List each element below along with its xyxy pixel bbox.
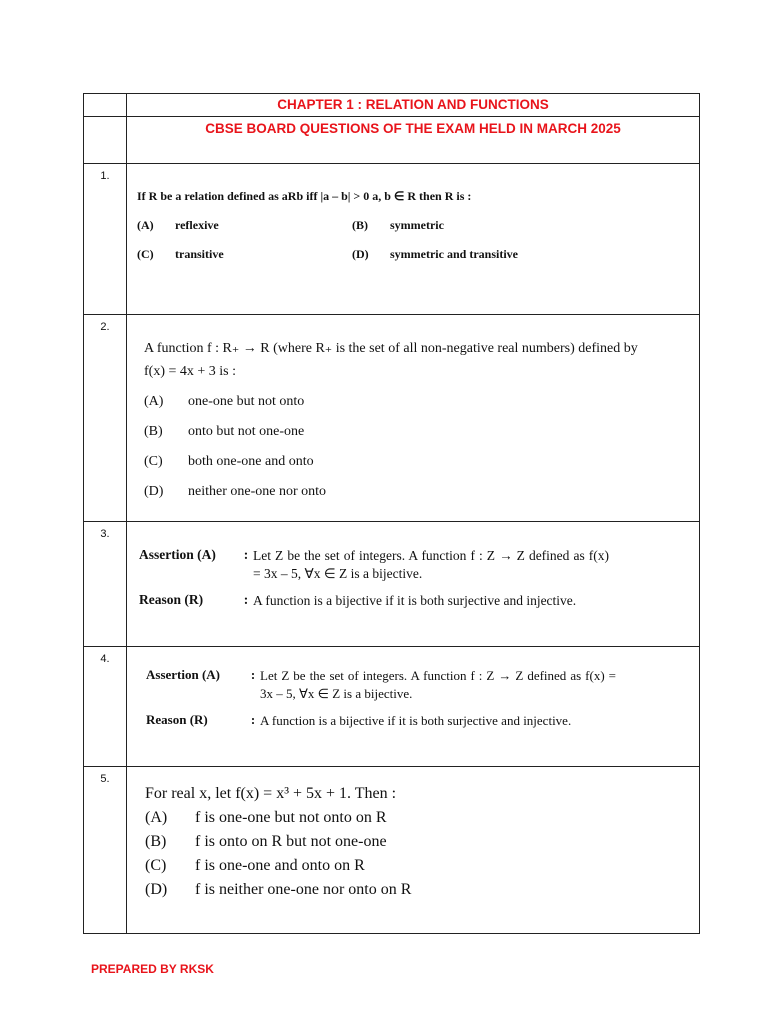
option xyxy=(144,420,644,443)
question-row xyxy=(84,647,700,767)
option-text: symmetric xyxy=(390,218,444,232)
question-body xyxy=(127,315,700,522)
assertion-label: Assertion (A) xyxy=(146,667,221,682)
question-body xyxy=(127,647,700,767)
option-label: (B) xyxy=(352,218,368,232)
colon: : xyxy=(243,592,249,607)
option-text: transitive xyxy=(175,247,224,261)
option-label: (A) xyxy=(145,809,168,826)
question-body xyxy=(127,522,700,647)
option-label: (C) xyxy=(144,454,163,469)
question-stem: For real x, let f(x) = x³ + 5x + 1. Then : xyxy=(145,785,397,802)
colon: : xyxy=(250,667,256,682)
reason-text: A function is a bijective if it is both surjective and injective. xyxy=(253,593,577,608)
option-label: (D) xyxy=(144,484,164,499)
option-label: (D) xyxy=(145,881,168,898)
reason-label: Reason (R) xyxy=(146,712,208,727)
question-body xyxy=(127,767,700,934)
assertion xyxy=(146,667,616,703)
blank-cell xyxy=(84,94,127,117)
question-number: 1. xyxy=(84,164,127,315)
option-text: f is one-one but not onto on R xyxy=(195,809,387,826)
footer-credit: PREPARED BY RKSK xyxy=(91,962,214,976)
exam-subtitle: CBSE BOARD QUESTIONS OF THE EXAM HELD IN MARCH 2025 xyxy=(127,117,700,164)
question-table xyxy=(83,93,700,934)
option xyxy=(144,450,644,473)
question-stem: If R be a relation defined as aRb iff |a – b| > 0 a, b ∈ R then R is : xyxy=(137,189,472,203)
question-stem: A function f : R₊ → R (where R₊ is the set of all non-negative real numbers) defined by f(x) = 4x + 3 is : xyxy=(144,341,638,379)
option-label: (A) xyxy=(144,394,164,409)
option xyxy=(352,247,657,262)
question-number: 2. xyxy=(84,315,127,522)
reason-text: A function is a bijective if it is both surjective and injective. xyxy=(260,713,572,728)
assertion-text: Let Z be the set of integers. A function f : Z → Z defined as f(x) = 3x – 5, ∀x ∈ Z is a bijective. xyxy=(260,668,616,701)
reason xyxy=(146,712,616,730)
option-label: (B) xyxy=(144,424,163,439)
subtitle-row xyxy=(84,117,700,164)
assertion xyxy=(139,547,609,583)
question-number: 5. xyxy=(84,767,127,934)
option-text: one-one but not onto xyxy=(188,394,305,409)
option xyxy=(145,881,605,899)
question-body xyxy=(127,164,700,315)
option-text: onto but not one-one xyxy=(188,424,305,439)
question-number: 3. xyxy=(84,522,127,647)
option-text: f is one-one and onto on R xyxy=(195,857,365,874)
chapter-title: CHAPTER 1 : RELATION AND FUNCTIONS xyxy=(127,94,700,117)
option-label: (A) xyxy=(137,218,154,232)
option-text: symmetric and transitive xyxy=(390,247,518,261)
option-label: (B) xyxy=(145,833,167,850)
option xyxy=(137,247,352,262)
colon: : xyxy=(243,547,249,562)
question-row xyxy=(84,164,700,315)
option-label: (C) xyxy=(145,857,167,874)
option-list xyxy=(137,218,657,262)
option-text: f is neither one-one nor onto on R xyxy=(195,881,412,898)
option xyxy=(145,809,605,827)
option-list xyxy=(144,390,644,503)
option-text: both one-one and onto xyxy=(188,454,314,469)
option xyxy=(144,390,644,413)
option xyxy=(144,480,644,503)
option-label: (D) xyxy=(352,247,369,261)
blank-cell xyxy=(84,117,127,164)
question-row xyxy=(84,315,700,522)
assertion-text: Let Z be the set of integers. A function f : Z → Z defined as f(x) = 3x – 5, ∀x ∈ Z is a bijective. xyxy=(253,548,609,581)
option xyxy=(352,218,657,233)
option-text: reflexive xyxy=(175,218,219,232)
option xyxy=(145,833,605,851)
assertion-label: Assertion (A) xyxy=(139,547,216,562)
title-row xyxy=(84,94,700,117)
option-text: f is onto on R but not one-one xyxy=(195,833,387,850)
question-row xyxy=(84,522,700,647)
option xyxy=(145,857,605,875)
option-label: (C) xyxy=(137,247,154,261)
question-row xyxy=(84,767,700,934)
reason-label: Reason (R) xyxy=(139,592,204,607)
option-text: neither one-one nor onto xyxy=(188,484,327,499)
question-number: 4. xyxy=(84,647,127,767)
option xyxy=(137,218,352,233)
reason xyxy=(139,592,609,610)
colon: : xyxy=(250,712,256,727)
